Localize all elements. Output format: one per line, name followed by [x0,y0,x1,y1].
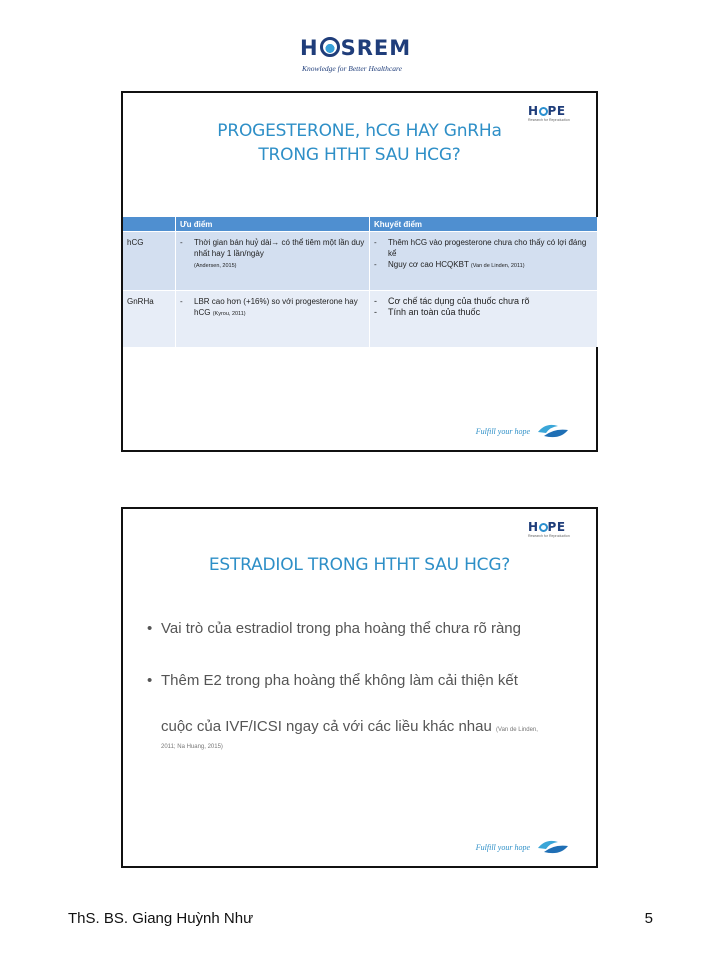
list-item: - Nguy cơ cao HCQKBT (Van de Linden, 2011) [374,260,525,269]
advantages-cell [176,232,370,291]
hosrem-tagline: Knowledge for Better Healthcare [302,64,402,73]
hosrem-letter-h: H [300,36,319,60]
bullet-item: • Vai trò của estradiol trong pha hoàng thể chưa rõ ràng [147,620,521,637]
list-item: - Tính an toàn của thuốc [374,307,481,317]
fulfill-text: Fulfill your hope [475,426,530,436]
author-name: ThS. BS. Giang Huỳnh Như [68,910,254,927]
bullet-list [147,619,577,750]
hope-logo: H PE Research for Reproduction [528,521,572,541]
list-item: - Thời gian bán huỷ dài→ có thể tiêm một lần duy nhất hay 1 lần/ngày (Andersen, 2015) [180,238,365,269]
hosrem-letters: SREM [340,36,412,60]
bullet-continuation: cuộc của IVF/ICSI ngay cả với các liều khác nhau (Van de Linden, [161,718,538,735]
disadvantages-cell [370,232,598,291]
slide-progesterone-hcg-gnrha [121,91,598,452]
hosrem-wordmark [300,36,411,60]
fulfill-text: Fulfill your hope [475,842,530,852]
globe-icon [320,37,340,57]
list-item: - LBR cao hơn (+16%) so với progesterone hay hCG (Kyrou, 2011) [180,297,358,317]
hope-o-icon [539,107,548,116]
wave-icon [536,838,570,856]
table-row [123,232,598,291]
page-number: 5 [644,910,653,927]
hope-o-icon [539,523,548,532]
wave-icon [536,422,570,440]
row-label: hCG [123,232,176,291]
hosrem-logo [300,36,420,78]
disadvantages-cell [370,291,598,348]
table-row [123,291,598,348]
header-empty [123,217,176,232]
hope-logo: H PE Research for Reproduction [528,105,572,125]
fulfill-footer [476,422,570,440]
hope-subtitle: Research for Reproduction [528,118,570,122]
list-item: - Thêm hCG vào progesterone chưa cho thấy có lợi đáng kể [374,238,587,258]
fulfill-footer [476,838,570,856]
row-label: GnRHa [123,291,176,348]
slide-title: ESTRADIOL TRONG HTHT SAU HCG? [208,555,511,575]
bullet-item: • Thêm E2 trong pha hoàng thể không làm cải thiện kết [147,672,518,689]
header-advantages: Ưu điểm [176,217,370,232]
hope-subtitle: Research for Reproduction [528,534,570,538]
comparison-table [123,217,598,347]
header-disadvantages: Khuyết điểm [370,217,598,232]
advantages-cell [176,291,370,348]
list-item: - Cơ chế tác dụng của thuốc chưa rõ [374,296,530,306]
slide-title: PROGESTERONE, hCG HAY GnRHa TRONG HTHT SAU HCG? [217,121,502,165]
citation: 2011; Na Huang, 2015) [161,744,223,750]
table-header-row [123,217,598,232]
slide-estradiol [121,507,598,868]
